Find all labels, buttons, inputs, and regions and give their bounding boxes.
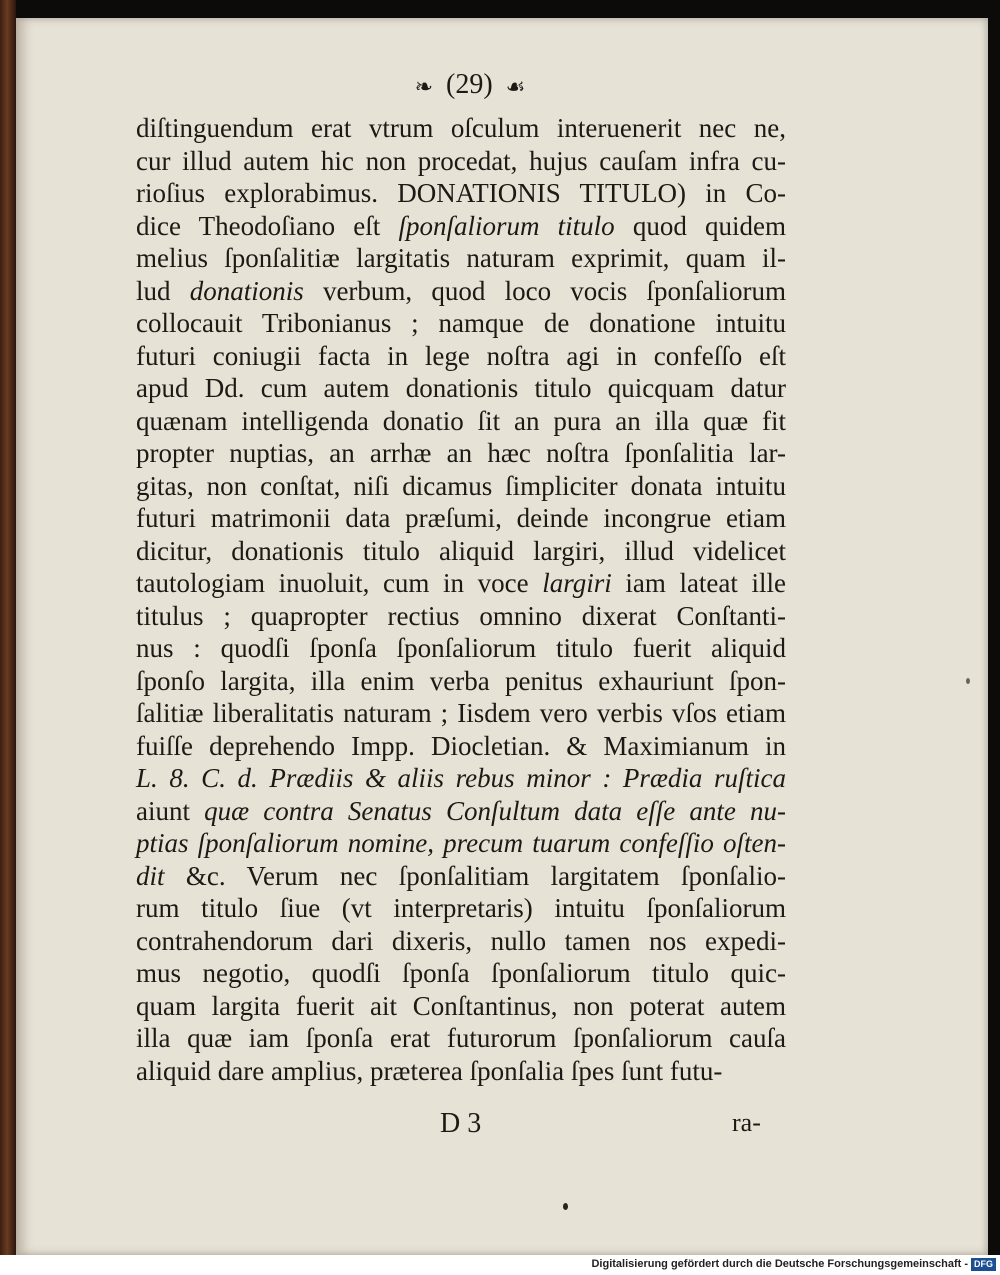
italic-text: largiri — [542, 568, 612, 598]
italic-text: dit — [136, 860, 165, 891]
text-line: lud donationis verbum, quod loco vocis ſponſaliorum — [136, 275, 786, 306]
text-line — [136, 827, 786, 860]
text-line: quænam intelligenda donatio ſit an pura an illa quæ fit — [136, 405, 786, 436]
text-line — [136, 762, 786, 795]
text-line: apud Dd. cum autem donationis titulo quicquam datur — [136, 373, 786, 403]
italic-text: L. 8. C. d. Prædiis & aliis rebus minor : Prædia ruſtica — [136, 763, 786, 793]
text-line: tautologiam inuoluit, cum in voce largiri iam lateat ille — [136, 568, 786, 598]
text-line: titulus ; quapropter rectius omnino dixerat Conſtanti- — [136, 600, 786, 631]
text-line: mus negotio, quodſi ſponſa ſponſaliorum titulo quic- — [136, 958, 786, 988]
ornament-right-icon: ☙ — [505, 73, 526, 99]
text-line: diſtinguendum erat vtrum oſculum interuenerit nec ne, — [136, 113, 786, 143]
text-line: cur illud autem hic non procedat, hujus cauſam infra cu- — [136, 145, 786, 176]
footer-credit: Digitalisierung gefördert durch die Deutsche Forschungsgemeinschaft - — [591, 1258, 968, 1270]
text-line: futuri matrimonii data præſumi, deinde incongrue etiam — [136, 503, 786, 533]
text-line: contrahendorum dari dixeris, nullo tamen nos expedi- — [136, 925, 786, 956]
catchword: ra- — [732, 1108, 761, 1137]
text-line: illa quæ iam ſponſa erat futurorum ſponſaliorum cauſa — [136, 1023, 786, 1053]
page-header — [370, 68, 570, 102]
text-line: quam largita fuerit ait Conſtantinus, non poterat autem — [136, 990, 786, 1021]
italic-text: ptias ſponſaliorum nomine, precum tuarum confeſſio oſten- — [136, 828, 786, 858]
text-line: gitas, non conſtat, niſi dicamus ſimpliciter donata intuitu — [136, 470, 786, 501]
text-line: rum titulo ſiue (vt interpretaris) intuitu ſponſaliorum — [136, 893, 786, 923]
ornament-left-icon: ❧ — [414, 73, 434, 99]
text-line: ſponſo largita, illa enim verba penitus exhauriunt ſpon- — [136, 665, 786, 696]
dfg-logo: DFG — [971, 1258, 996, 1271]
text-line: dicitur, donationis titulo aliquid largiri, illud videlicet — [136, 535, 786, 566]
text-line: nus : quodſi ſponſa ſponſaliorum titulo fuerit aliquid — [136, 633, 786, 663]
text-line: aliquid dare amplius, præterea ſponſalia ſpes ſunt futu- — [136, 1055, 723, 1086]
ink-speck — [966, 678, 970, 684]
ink-speck — [563, 1203, 568, 1210]
book-binding — [0, 0, 16, 1255]
digitization-footer — [0, 1255, 1000, 1275]
text-line: melius ſponſalitiæ largitatis naturam exprimit, quam il- — [136, 243, 786, 273]
signature-mark: D 3 — [440, 1108, 482, 1139]
body-text — [136, 112, 786, 1087]
text-line: dice Theodoſiano eſt ſponſaliorum titulo quod quidem — [136, 210, 786, 241]
text-line: fuiſſe deprehendo Impp. Diocletian. & Maximianum in — [136, 730, 786, 761]
italic-text: ſponſaliorum titulo — [398, 210, 615, 241]
text-line: futuri coniugii facta in lege noſtra agi in confeſſo eſt — [136, 340, 786, 371]
italic-text: donationis — [189, 275, 304, 306]
text-line: dit &c. Verum nec ſponſalitiam largitatem ſponſalio- — [136, 860, 786, 891]
text-line: aiunt quæ contra Senatus Conſultum data eſſe ante nu- — [136, 795, 786, 826]
text-line: propter nuptias, an arrhæ an hæc noſtra ſponſalitia lar- — [136, 438, 786, 468]
text-line: collocauit Tribonianus ; namque de donatione intuitu — [136, 308, 786, 338]
text-line: rioſius explorabimus. DONATIONIS TITULO) in Co- — [136, 178, 786, 208]
text-line: ſalitiæ liberalitatis naturam ; Iisdem vero verbis vſos etiam — [136, 698, 786, 728]
page-number: (29) — [446, 69, 493, 100]
italic-text: quæ contra Senatus Conſultum data eſſe ante nu- — [204, 795, 786, 826]
